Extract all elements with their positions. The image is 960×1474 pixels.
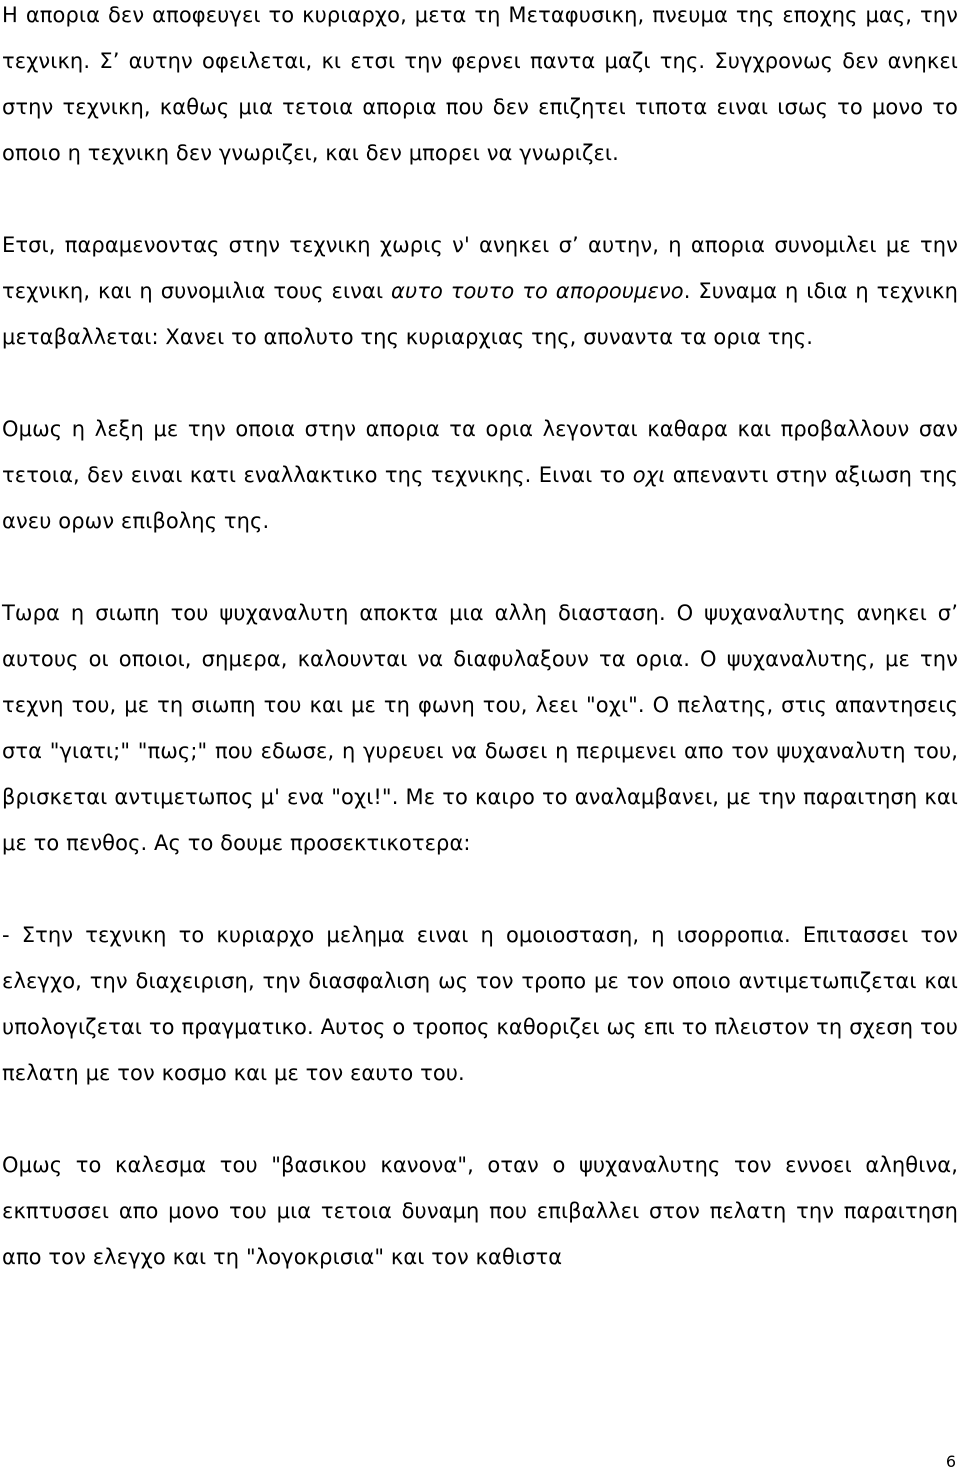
paragraph-2-italic-phrase: αυτο τουτο το απορουμενο <box>391 279 684 303</box>
paragraph-2-text-a: Ετσι, παραμενοντας στην τεχνικη χωρις ν' ανηκει σ’ αυτην, η απορια συνομιλει με την τεχνικη, και η συνομιλια τους ειναι <box>2 233 958 303</box>
paragraph-gap <box>2 1096 958 1142</box>
paragraph-5 <box>2 912 958 1096</box>
paragraph-5-text: - Στην τεχνικη το κυριαρχο μεληµα ειναι η ομοιοσταση, η ισορροπια. Επιτασσει τον ελεγχο, την διαχειριση, την διασφαλιση ως τον τροπο με τον οποιο αντιμετωπιζεται και υπολογιζεται το πραγματικο. Αυτος ο τροπος καθοριζει ως επι το πλειστον τη σχεση του πελατη με τον κοσμο και με τον εαυτο του. <box>2 923 958 1085</box>
paragraph-3-text-a: Ομως η λεξη με την οποια στην απορια τα ορια λεγονται καθαρα και προβαλλουν σαν τετοια, δεν ειναι κατι εναλλακτικο της τεχνικης. Ειναι το <box>2 417 958 487</box>
paragraph-3 <box>2 406 958 544</box>
paragraph-3-italic-word: οχι <box>632 463 666 487</box>
page-number: 6 <box>945 1452 956 1471</box>
paragraph-2 <box>2 222 958 360</box>
paragraph-6-text: Ομως το καλεσμα του "βασικου κανονα", οταν ο ψυχαναλυτης τον εννοει αληθινα, εκπτυσσει απο μονο του μια τετοια δυναμη που επιβαλλει στον πελατη την παραιτηση απο τον ελεγχο και τη "λογοκρισια" και τον καθιστα <box>2 1153 958 1269</box>
paragraph-gap <box>2 176 958 222</box>
paragraph-gap <box>2 544 958 590</box>
paragraph-gap <box>2 360 958 406</box>
paragraph-3-text-b: απεναντι στην αξιωση της ανευ ορων επιβολης της. <box>2 463 958 533</box>
paragraph-4 <box>2 590 958 866</box>
paragraph-1 <box>2 0 958 176</box>
paragraph-1-text: Η απορια δεν αποφευγει το κυριαρχο, μετα τη Μεταφυσικη, πνευμα της εποχης μας, την τεχνικη. Σ’ αυτην οφειλεται, κι ετσι την φερνει παντα μαζι της. Συγχρονως δεν ανηκει στην τεχνικη, καθως μια τετοια απορια που δεν επιζητει τιποτα ειναι ισως το μονο το οποιο η τεχνικη δεν γνωριζει, και δεν μπορει να γνωριζει. <box>2 3 958 165</box>
paragraph-6 <box>2 1142 958 1280</box>
paragraph-gap <box>2 866 958 912</box>
paragraph-4-text: Τωρα η σιωπη του ψυχαναλυτη αποκτα μια αλλη διασταση. Ο ψυχαναλυτης ανηκει σ’ αυτους οι οποιοι, σημερα, καλουνται να διαφυλαξουν τα ορια. Ο ψυχαναλυτης, με την τεχνη του, με τη σιωπη του και με τη φωνη του, λεει "οχι". Ο πελατης, στις απαντησεις στα "γιατι;" "πως;" που εδωσε, η γυρευει να δωσει η περιμενει απο τον ψυχαναλυτη του, βρισκεται αντιμετωπος μ' ενα "οχι!". Με το καιρο το αναλαμβανει, με την παραιτηση και με το πενθος. Ας το δουμε προσεκτικοτερα: <box>2 601 958 855</box>
paragraph-2-text-b: . Συναμα η ιδια η τεχνικη μεταβαλλεται: Χανει το απολυτο της κυριαρχιας της, συναντα τα ορια της. <box>2 279 958 349</box>
